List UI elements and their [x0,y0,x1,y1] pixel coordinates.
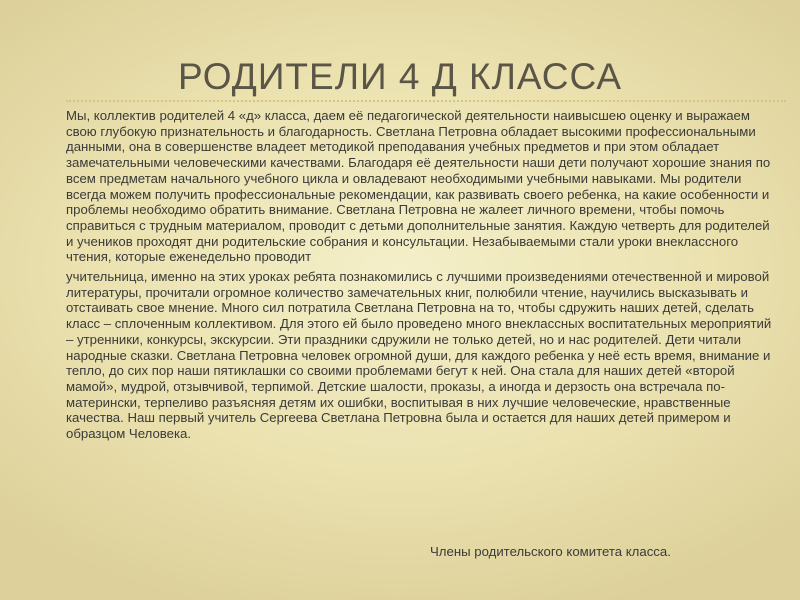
title-divider [66,100,786,102]
paragraph-2-text: учительница, именно на этих уроках ребята познакомились с лучшими произведениями отечественной и мировой литературы, прочитали огромное количество замечательных книг, полюбили чтение, научились высказывать и отстаивать свое мнение. Много сил потратила Светлана Петровна на то, чтобы сдружить наших детей, сделать класс – сплоченным коллективом. Для этого ей было проведено много внеклассных воспитательных мероприятий – утренники, конкурсы, экскурсии. Эти праздники сдружили не только детей, но и нас родителей. Дети читали народные сказки. Светлана Петровна человек огромной души, для каждого ребенка у неё есть время, внимание и тепло, до сих пор наши пятиклашки со своими проблемами бегут к ней. Она стала для наших детей «второй мамой», мудрой, отзывчивой, терпимой. Детские шалости, проказы, а иногда и дерзость она встречала по-матерински, терпеливо разъясняя детям их ошибки, воспитывая в них лучшие человеческие, нравственные качества. Наш первый учитель Сергеева Светлана Петровна была и остается для наших детей примером и образцом Человека. [66,269,772,442]
slide-title: РОДИТЕЛИ 4 Д КЛАССА [177,56,623,97]
slide-body [38,108,774,446]
signature: Члены родительского комитета класса. [430,544,671,559]
paragraph-2 [38,269,774,442]
paragraph-1 [38,108,774,265]
paragraph-1-text: Мы, коллектив родителей 4 «д» класса, даем её педагогической деятельности наивысшею оценку и выражаем свою глубокую признательность и благодарность. Светлана Петровна обладает высокими профессиональными данными, она в совершенстве владеет методикой преподавания учебных предметов и при этом обладает замечательными человеческими качествами. Благодаря её деятельности наши дети получают хорошие знания по всем предметам начального учебного цикла и овладевают необходимыми учебными навыками. Мы родители всегда можем получить профессиональные рекомендации, как развивать своего ребенка, на какие особенности и проблемы необходимо обратить внимание. Светлана Петровна не жалеет личного времени, чтобы помочь справиться с трудным материалом, проводит с детьми дополнительные занятия. Каждую четверть для родителей и учеников проходят дни родительские собрания и консультации. Незабываемыми стали уроки внеклассного чтения, которые еженедельно проводит [66,108,771,265]
